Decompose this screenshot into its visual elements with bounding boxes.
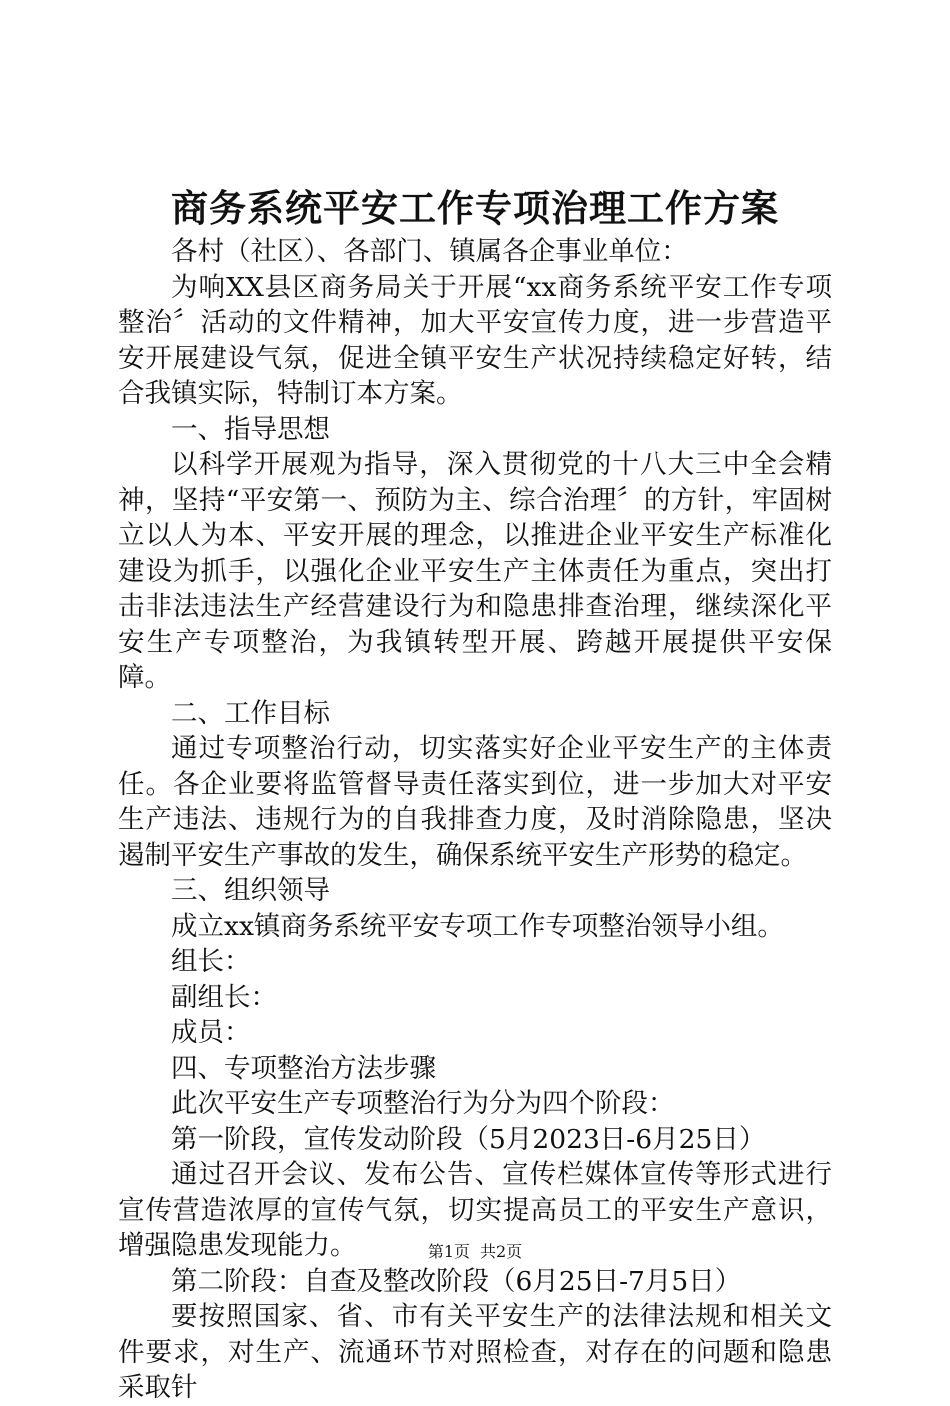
section-heading-organization: 三、组织领导 [171, 875, 330, 906]
section-heading-methods-steps: 四、专项整治方法步骤 [171, 1052, 436, 1084]
intro-paragraph: 为响XX县区商务局关于开展“xx商务系统平安工作专项整治〞活动的文件精神，加大平安宣传力度，进一步营造平安开展建设气氛，促进全镇平安生产状况持续稳定好转，结合我镇实际，特制订本方案。 [118, 271, 832, 409]
page-total: 共2页 [480, 1242, 523, 1261]
stage-one-heading: 第一阶段，宣传发动阶段（5月2023日-6月25日） [171, 1123, 766, 1155]
stages-intro-paragraph: 此次平安生产专项整治行为分为四个阶段： [171, 1088, 675, 1119]
stage-two-paragraph: 要按照国家、省、市有关平安生产的法律法规和相关文件要求，对生产、流通环节对照检查，对存在的问题和隐患采取针 [118, 1301, 832, 1403]
page-footer [0, 1241, 950, 1263]
stage-one-paragraph: 通过召开会议、发布公告、宣传栏媒体宣传等形式进行宣传营造浓厚的宣传气氛，切实提高员工的平安生产意识，增强隐患发现能力。 [118, 1159, 832, 1261]
section-heading-work-goals: 二、工作目标 [171, 697, 330, 729]
group-leader-line: 组长： [171, 946, 251, 977]
section-heading-guiding-ideology: 一、指导思想 [171, 413, 330, 445]
guiding-ideology-paragraph: 以科学开展观为指导，深入贯彻党的十八大三中全会精神，坚持“平安第一、预防为主、综合治理〞的方针，牢固树立以人为本、平安开展的理念，以推进企业平安生产标准化建设为抓手，以强化企业平安生产主体责任为重点，突出打击非法违法生产经营建设行为和隐患排查治理，继续深化平安生产专项整治，为我镇转型开展、跨越开展提供平安保障。 [118, 449, 832, 693]
work-goals-paragraph: 通过专项整治行动，切实落实好企业平安生产的主体责任。各企业要将监管督导责任落实到位，进一步加大对平安生产违法、违规行为的自我排查力度，及时消除隐患，坚决遏制平安生产事故的发生，确保系统平安生产形势的稳定。 [118, 733, 832, 871]
stage-two-heading: 第二阶段：自查及整改阶段（6月25日-7月5日） [171, 1265, 742, 1297]
document-title: 商务系统平安工作专项治理工作方案 [171, 186, 779, 230]
salutation-paragraph: 各村（社区）、各部门、镇属各企事业单位： [171, 236, 688, 267]
members-line: 成员： [171, 1017, 251, 1048]
page-number: 第1页 [427, 1242, 470, 1261]
document-body [118, 234, 832, 1406]
deputy-leader-line: 副组长： [171, 981, 277, 1013]
organization-paragraph: 成立xx镇商务系统平安专项工作专项整治领导小组。 [171, 910, 784, 942]
